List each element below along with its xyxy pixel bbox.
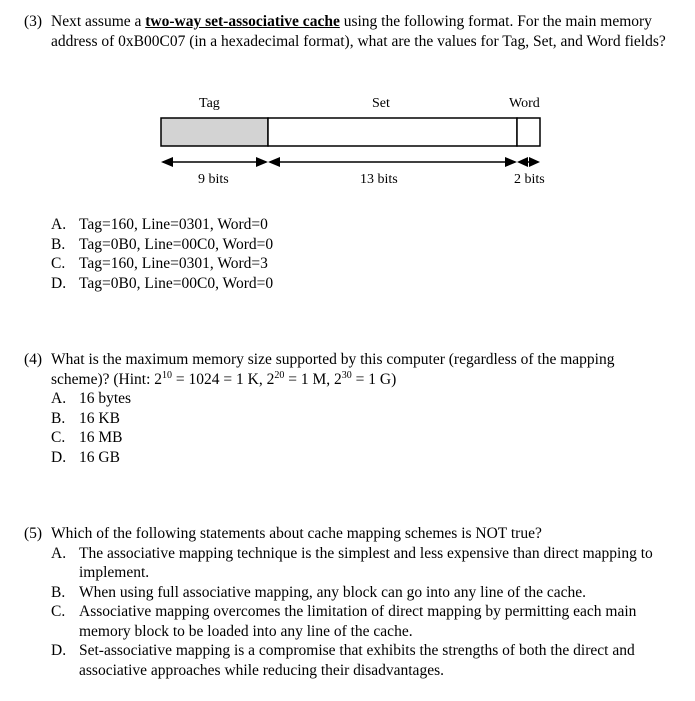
options-list — [51, 389, 686, 467]
question-text: Which of the following statements about cache mapping schemes is NOT true? — [51, 525, 542, 542]
option-b: B. 16 KB — [51, 409, 120, 427]
emphasis-term: two-way set-associative cache — [145, 13, 340, 30]
option-b: B. When using full associative mapping, any block can go into any line of the cache. — [51, 583, 587, 601]
question-5 — [24, 524, 686, 680]
word-bits: 2 bits — [514, 172, 545, 187]
option-d: D. Set-associative mapping is a compromise that exhibits the strengths of both the direct and associative approaches while reducing their disadvantages. — [51, 642, 635, 679]
question-3-options — [24, 215, 686, 293]
tag-arrow-right-head — [256, 157, 268, 167]
question-number: (3) — [24, 13, 43, 30]
word-label: Word — [509, 96, 540, 111]
question-text: What is the maximum memory size supported by this computer (regardless of the mapping scheme)? (Hint: $2^{10} = 1024 = 1$ K, $2^{20} = 1$ M, $2^{30} = 1$ G) — [51, 351, 615, 388]
address-format-diagram — [155, 92, 555, 192]
option-c: C. Tag=160, Line=0301, Word=3 — [51, 255, 268, 272]
option-d: D. Tag=0B0, Line=00C0, Word=0 — [51, 274, 274, 292]
tag-bits: 9 bits — [198, 172, 229, 187]
set-bits: 13 bits — [360, 172, 398, 187]
option-b: B. Tag=0B0, Line=00C0, Word=0 — [51, 235, 274, 253]
option-c: C. Associative mapping overcomes the limitation of direct mapping by permitting each main memory block to be loaded into any line of the cache. — [51, 603, 637, 640]
tag-arrow-left-head — [161, 157, 173, 167]
question-number: (5) — [24, 525, 43, 542]
option-a: A. The associative mapping technique is the simplest and less expensive than direct mapping to implement. — [51, 544, 653, 581]
question-text: Next assume a two-way set-associative cache using the following format. For the main memory address of 0xB00C07 (in a hexadecimal format), what are the values for Tag, Set, and Word fields? — [51, 13, 666, 50]
set-field-box — [268, 118, 517, 146]
set-label: Set — [372, 96, 390, 111]
tag-label: Tag — [199, 96, 220, 111]
word-field-box — [517, 118, 540, 146]
set-arrow-left-head — [268, 157, 280, 167]
question-3 — [24, 12, 686, 51]
word-arrow-left-head — [517, 157, 528, 167]
option-d: D. 16 GB — [51, 448, 120, 466]
option-c: C. 16 MB — [51, 429, 123, 446]
question-4 — [24, 350, 686, 467]
word-arrow-right-head — [529, 157, 540, 167]
question-number: (4) — [24, 351, 43, 368]
set-arrow-right-head — [505, 157, 517, 167]
tag-field-box — [161, 118, 268, 146]
option-a: A. 16 bytes — [51, 390, 132, 407]
options-list — [51, 215, 686, 293]
option-a: A. Tag=160, Line=0301, Word=0 — [51, 216, 268, 233]
options-list — [51, 544, 686, 681]
